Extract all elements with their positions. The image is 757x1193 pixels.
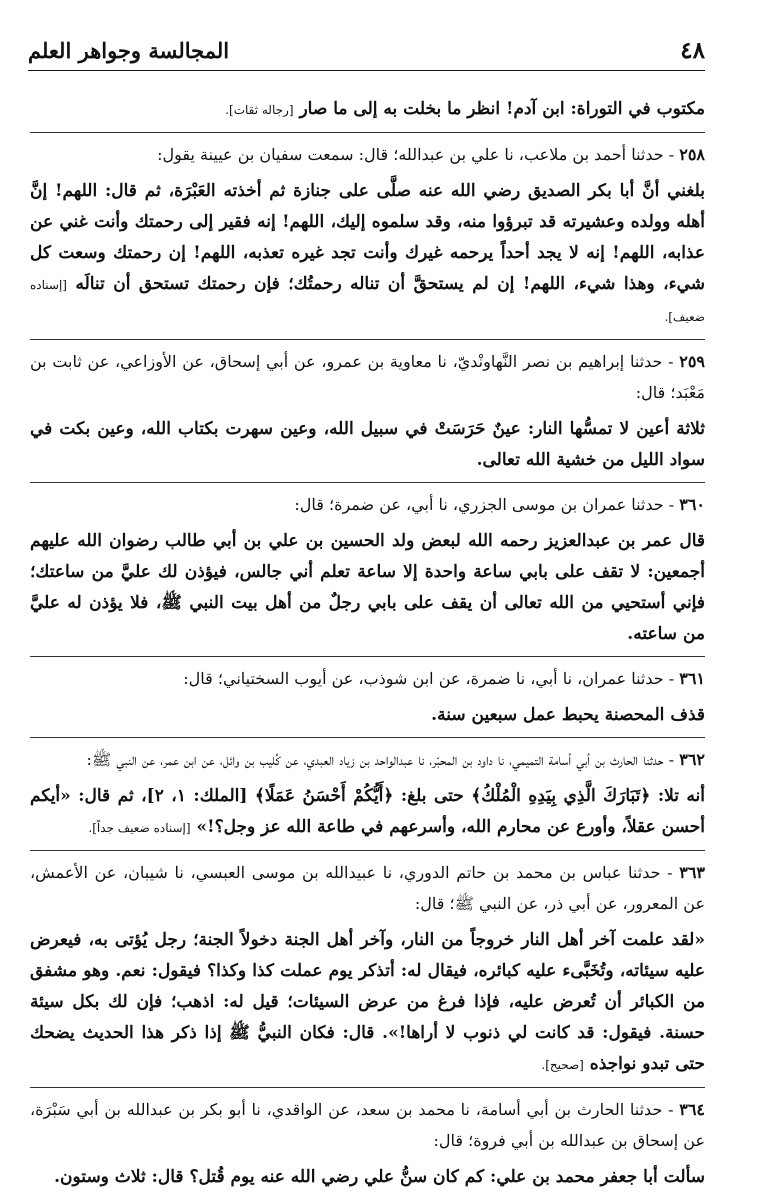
quote-paragraph: قذف المحصنة يحبط عمل سبعين سنة.	[431, 705, 705, 725]
isnad-paragraph: ٣٦٣ - حدثنا عباس بن محمد بن حاتم الدوري، نا عبيدالله بن موسى العبسي، نا شيبان، عن الأعمش، عن المعرور، عن أبي ذر، عن النبي ﷺ؛ قال:	[30, 863, 705, 913]
quote-paragraph: سألت أبا جعفر محمد بن علي: كم كان سنُّ علي رضي الله عنه يوم قُتل؟ قال: ثلاث وستون.	[54, 1167, 705, 1187]
grading-note: [إسناده ضعيف].	[30, 278, 705, 324]
hadith-number: ٢٥٩	[679, 352, 705, 371]
quote-paragraph: بلغني أنَّ أبا بكر الصديق رضي الله عنه صلَّى على جنازة ثم أخذته العَبْرَة، ثم قال: اللهم! إنَّ أهله وولده وعشيرته قد تبرؤوا منه، وقد سلموه إليك، اللهم! إنه فقير إلى رحمتك وأنت غني عن عذابه، اللهم! إنه لا يجد أحداً يرحمه غيرك وأنت تجد غيره تعذبه، اللهم! إن رحمتك وسعت كل شيء، وهذا شيء، اللهم! إن لم يستحقَّ أن تناله رحمتُك؛ فإن رحمتك تستحق أن تنالَه [إسناده ضعيف].	[30, 181, 705, 324]
hadith-number: ٣٦٤	[679, 1100, 705, 1119]
grading-note: [إسناده ضعيف جداً].	[88, 821, 191, 835]
divider	[30, 737, 705, 738]
divider	[30, 656, 705, 657]
page-body	[30, 94, 706, 1187]
isnad-paragraph: ٢٥٨ - حدثنا أحمد بن ملاعب، نا علي بن عبدالله؛ قال: سمعت سفيان بن عيينة يقول:	[157, 145, 705, 164]
divider	[30, 1087, 705, 1088]
isnad-paragraph: ٣٦١ - حدثنا عمران، نا أبي، نا ضمرة، عن ابن شوذب، عن أيوب السختياني؛ قال:	[183, 669, 705, 688]
hadith-number: ٢٥٨	[679, 145, 705, 164]
quote-paragraph: ثلاثة أعين لا تمسُّها النار: عينٌ حَرَسَتْ في سبيل الله، وعين سهرت بكتاب الله، وعين بكت في سواد الليل من خشية الله تعالى.	[30, 419, 705, 470]
divider	[30, 339, 705, 340]
grading-note: [رجاله ثقات].	[225, 103, 294, 117]
hadith-number: ٣٦٠	[679, 495, 705, 514]
isnad-paragraph: ٣٦٤ - حدثنا الحارث بن أبي أسامة، نا محمد بن سعد، عن الواقدي، نا أبو بكر بن عبدالله بن أبي سَبْرَة، عن إسحاق بن عبدالله بن أبي فروة؛ قال:	[30, 1100, 705, 1150]
quote-paragraph: قال عمر بن عبدالعزيز رحمه الله لبعض ولد الحسين بن علي بن أبي طالب رضوان الله عليهم أجمعين: لا تقف على بابي ساعة واحدة إلا ساعة تعلم أني جالس، فيؤذن لك عليَّ من ساعتك؛ فإني أستحيي من الله تعالى أن يقف على بابي رجلٌ من أهل بيت النبي ﷺ، فلا يؤذن له عليَّ من ساعته.	[30, 531, 705, 644]
hadith-number: ٣٦٢	[679, 750, 705, 769]
divider	[30, 850, 705, 851]
grading-note: [صحيح].	[541, 1058, 584, 1072]
quote-paragraph: أنه تلا: ﴿تَبَارَكَ الَّذِي بِيَدِهِ الْمُلْكُ﴾ حتى بلغ: ﴿أَيُّكُمْ أَحْسَنُ عَمَلًا﴾ [الملك: ١، ٢]، ثم قال: «أيكم أحسن عقلاً، وأورع عن محارم الله، وأسرعهم في طاعة الله عز وجل؟!» [إسناده ضعيف جداً].	[30, 786, 706, 837]
book-title: المجالسة وجواهر العلم	[28, 37, 230, 63]
isnad-paragraph: ٢٥٩ - حدثنا إبراهيم بن نصر النَّهاونْديّ، نا معاوية بن عمرو، عن أبي إسحاق، عن الأوزاعي، عن ثابت بن مَعْبَد؛ قال:	[30, 352, 705, 402]
quote-paragraph: مكتوب في التوراة: ابن آدم! انظر ما بخلت به إلى ما صار [رجاله ثقات].	[225, 99, 705, 119]
hadith-number: ٣٦٣	[679, 863, 705, 882]
page-header	[28, 30, 705, 71]
divider	[30, 482, 705, 483]
page-number: ٤٨	[680, 36, 705, 64]
isnad-paragraph: ٣٦٢ - حدثنا الحارث بن أبي أسامة التميمي، نا داود بن المحبّر، نا عبدالواحد بن زياد العبدي، عن كُليب بن وائل، عن ابن عمر، عن النبي ﷺ:	[86, 750, 705, 769]
hadith-number: ٣٦١	[679, 669, 705, 688]
divider	[30, 132, 705, 133]
isnad-paragraph: ٣٦٠ - حدثنا عمران بن موسى الجزري، نا أبي، عن ضمرة؛ قال:	[294, 495, 705, 514]
quote-paragraph: «لقد علمت آخر أهل النار خروجاً من النار، وآخر أهل الجنة دخولاً الجنة؛ رجل يُؤتى به، فيعرض عليه سيئاته، وتُخَبَّىء عليه كبائره، فيقال له: أتذكر يوم عملت كذا وكذا؟ فيقول: نعم. وهو مشفق من الكبائر أن تُعرض عليه، فإذا فرغ من عرض السيئات؛ قيل له: اذهب؛ فإن لك بكل سيئة حسنة. فيقول: قد كانت لي ذنوب لا أراها!». قال: فكان النبيُّ ﷺ إذا ذكر هذا الحديث يضحك حتى تبدو نواجذه [صحيح].	[30, 930, 705, 1074]
